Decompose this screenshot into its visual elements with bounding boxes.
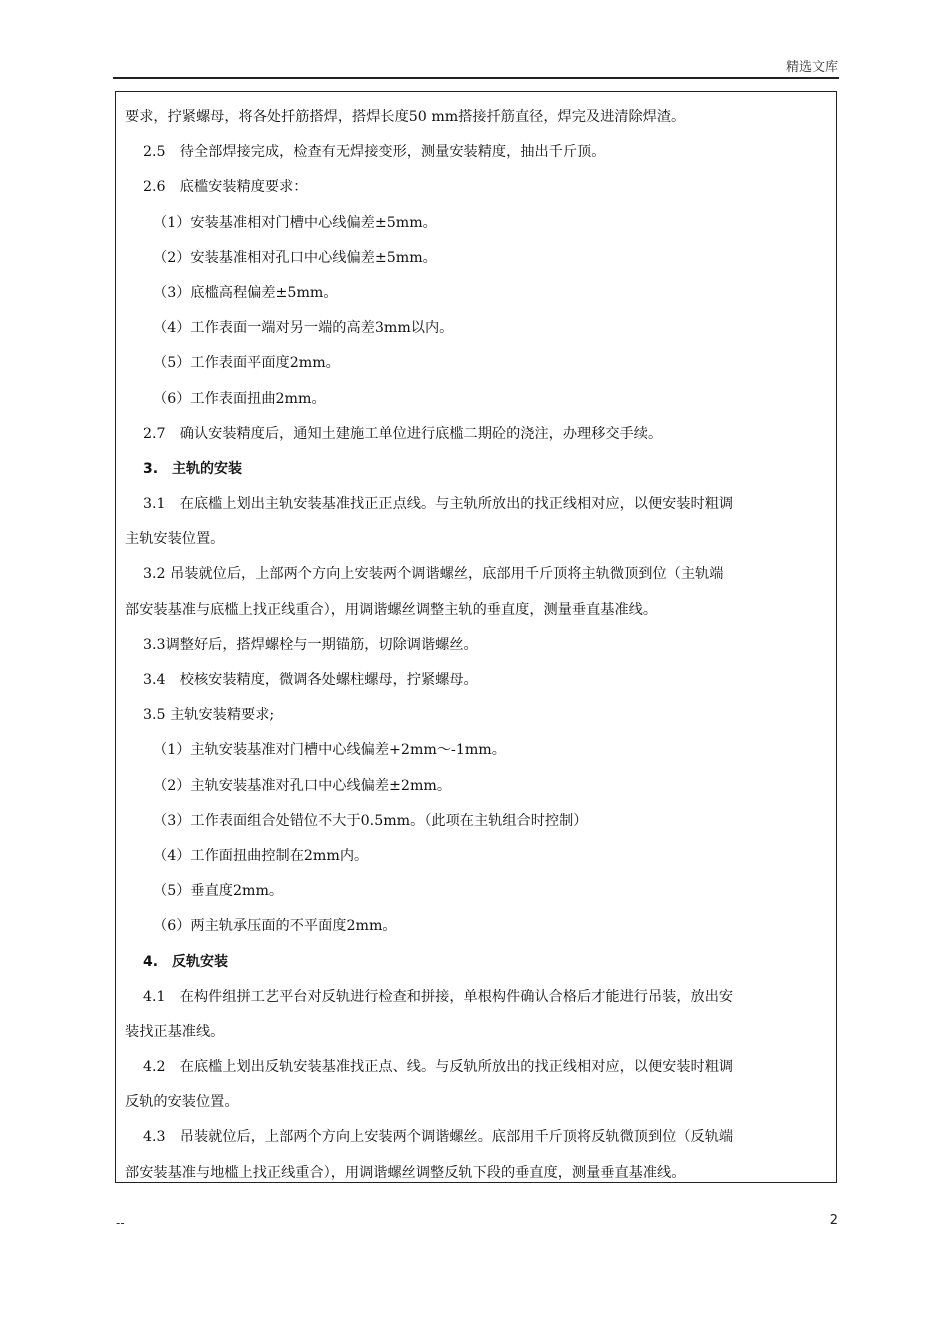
- text-line: 2.5 待全部焊接完成，检查有无焊接变形，测量安装精度，抽出千斤顶。: [143, 144, 606, 161]
- text-line: 2.7 确认安装精度后，通知土建施工单位进行底槛二期砼的浇注，办理移交手续。: [143, 425, 663, 442]
- section-heading: 3. 主轨的安装: [143, 460, 243, 477]
- text-line: （5）工作表面平面度2mm。: [153, 355, 340, 372]
- text-line: （1）安装基准相对门槽中心线偏差±5mm。: [153, 214, 437, 231]
- text-line: 4.1 在构件组拼工艺平台对反轨进行检查和拼接，单根构件确认合格后才能进行吊装，放出安: [143, 988, 734, 1005]
- text-line: 反轨的安装位置。: [125, 1094, 239, 1111]
- page-number: 2: [829, 1213, 838, 1228]
- text-line: （6）两主轨承压面的不平面度2mm。: [153, 918, 397, 935]
- header-rule: [113, 77, 839, 79]
- section-heading: 4. 反轨安装: [143, 953, 229, 970]
- content-lines: [125, 102, 827, 1193]
- text-line: 部安装基准与底槛上找正线重合），用调谐螺丝调整主轨的垂直度，测量垂直基准线。: [125, 601, 658, 618]
- text-line: （2）主轨安装基准对孔口中心线偏差±2mm。: [153, 777, 452, 794]
- text-line: 3.1 在底槛上划出主轨安装基准找正正点线。与主轨所放出的找正线相对应，以便安装时粗调: [143, 496, 734, 513]
- text-line: （3）工作表面组合处错位不大于0.5mm。（此项在主轨组合时控制）: [153, 812, 588, 829]
- text-line: （6）工作表面扭曲2mm。: [153, 390, 326, 407]
- text-line: （1）主轨安装基准对门槽中心线偏差+2mm～-1mm。: [153, 742, 506, 759]
- text-line: 要求，拧紧螺母，将各处扦筋搭焊，搭焊长度50 mm搭接扦筋直径，焊完及进清除焊渣。: [125, 109, 686, 125]
- text-line: 4.3 吊装就位后，上部两个方向上安装两个调谐螺丝。底部用千斤顶将反轨微顶到位（反轨端: [143, 1129, 734, 1146]
- text-line: 3.5 主轨安装精要求;: [143, 707, 275, 724]
- text-line: 2.6 底槛安装精度要求：: [143, 179, 308, 196]
- text-line: 4.2 在底槛上划出反轨安装基准找正点、线。与反轨所放出的找正线相对应，以便安装时粗调: [143, 1059, 734, 1076]
- text-line: 3.3调整好后，搭焊螺栓与一期锚筋，切除调谐螺丝。: [143, 636, 478, 653]
- footer-left-mark: --: [116, 1216, 125, 1230]
- header-label: 精选文库: [785, 60, 838, 75]
- text-line: （4）工作表面一端对另一端的高差3mm以内。: [153, 320, 454, 337]
- text-line: 主轨安装位置。: [125, 531, 225, 548]
- content-box: [115, 91, 837, 1183]
- text-line: 3.2 吊装就位后，上部两个方向上安装两个调谐螺丝，底部用千斤顶将主轨微顶到位（主轨端: [143, 566, 724, 583]
- text-line: （2）安装基准相对孔口中心线偏差±5mm。: [153, 249, 437, 266]
- text-line: （3）底槛高程偏差±5mm。: [153, 284, 338, 301]
- text-line: （4）工作面扭曲控制在2mm内。: [153, 847, 369, 864]
- text-line: （5）垂直度2mm。: [153, 883, 284, 900]
- text-line: 装找正基准线。: [125, 1023, 225, 1040]
- text-line: 部安装基准与地槛上找正线重合），用调谐螺丝调整反轨下段的垂直度，测量垂直基准线。: [125, 1164, 686, 1181]
- text-line: 3.4 校核安装精度，微调各处螺柱螺母，拧紧螺母。: [143, 672, 478, 688]
